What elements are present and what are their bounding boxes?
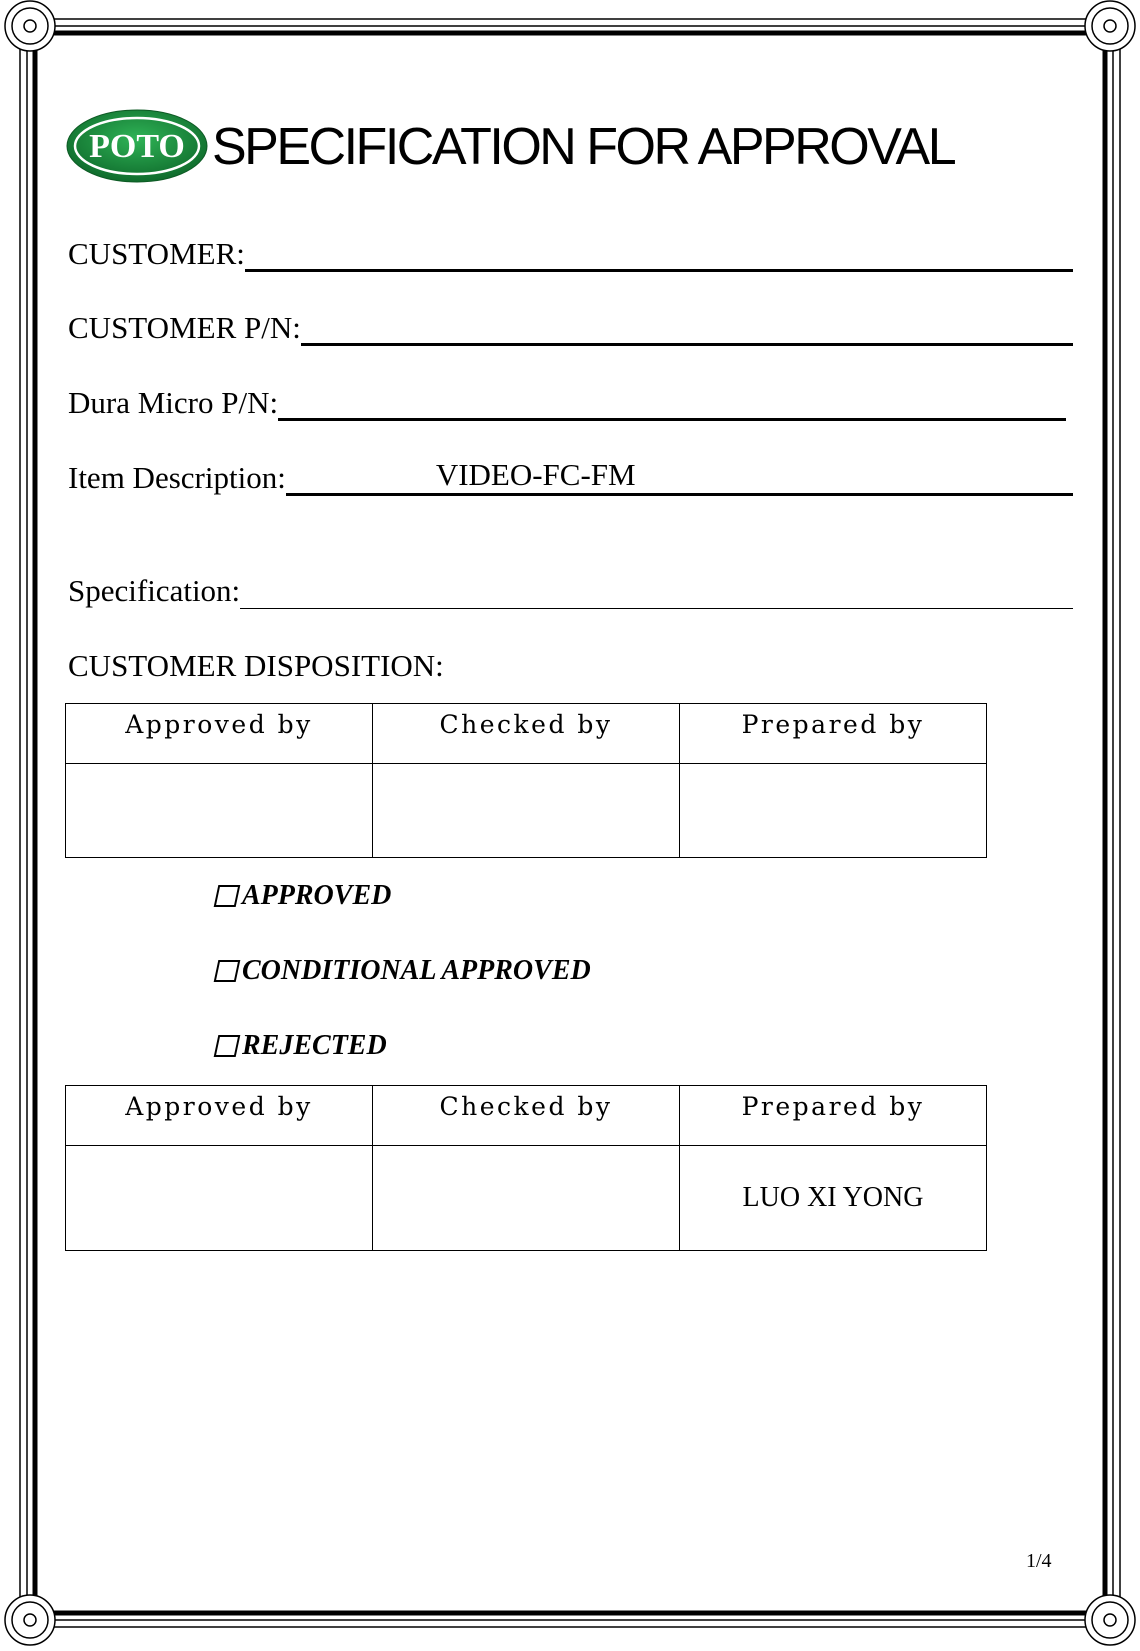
checked-by-header: Checked by (373, 704, 680, 764)
approved-by-header: Approved by (66, 1086, 373, 1146)
dura-pn-label: Dura Micro P/N: (68, 385, 279, 420)
page-number: 1/4 (1026, 1550, 1052, 1572)
customer-disposition-heading: CUSTOMER DISPOSITION: (68, 648, 444, 683)
table-row (66, 1086, 987, 1146)
customer-pn-field (68, 306, 1073, 346)
prepared-by-header: Prepared by (680, 1086, 987, 1146)
prepared-by-cell[interactable]: LUO XI YONG (680, 1146, 987, 1251)
dura-pn-field (68, 381, 1066, 421)
conditional-approved-checkbox[interactable] (214, 960, 241, 982)
item-description-field (68, 456, 1073, 496)
approved-option[interactable] (216, 880, 391, 912)
rejected-checkbox[interactable] (214, 1035, 241, 1057)
item-description-label: Item Description: (68, 460, 286, 495)
conditional-approved-option[interactable] (216, 955, 591, 987)
specification-label: Specification: (68, 573, 241, 608)
document-title: SPECIFICATION FOR APPROVAL (212, 118, 955, 176)
customer-line (245, 235, 1073, 272)
specification-field (68, 569, 1073, 609)
approved-by-cell[interactable] (66, 764, 373, 858)
approved-checkbox[interactable] (214, 885, 241, 907)
checked-by-header: Checked by (373, 1086, 680, 1146)
customer-label: CUSTOMER: (68, 236, 245, 271)
approved-option-label: APPROVED (242, 880, 392, 911)
customer-signature-table (65, 703, 987, 858)
item-description-value: VIDEO-FC-FM (435, 457, 636, 492)
customer-field (68, 232, 1073, 272)
specification-line (240, 574, 1073, 609)
table-row (66, 704, 987, 764)
logo-text: POTO (89, 128, 185, 165)
table-row (66, 1146, 987, 1251)
item-description-line (286, 459, 1073, 496)
conditional-approved-option-label: CONDITIONAL APPROVED (242, 955, 591, 986)
customer-pn-label: CUSTOMER P/N: (68, 310, 301, 345)
rejected-option-label: REJECTED (242, 1030, 387, 1061)
vendor-signature-table (65, 1085, 987, 1251)
prepared-by-header: Prepared by (680, 704, 987, 764)
checked-by-cell[interactable] (373, 764, 680, 858)
approved-by-cell[interactable] (66, 1146, 373, 1251)
dura-pn-line (278, 384, 1066, 421)
rejected-option[interactable] (216, 1030, 387, 1062)
poto-logo (66, 109, 208, 183)
approved-by-header: Approved by (66, 704, 373, 764)
customer-pn-line (301, 309, 1073, 346)
prepared-by-cell[interactable] (680, 764, 987, 858)
table-row (66, 764, 987, 858)
checked-by-cell[interactable] (373, 1146, 680, 1251)
